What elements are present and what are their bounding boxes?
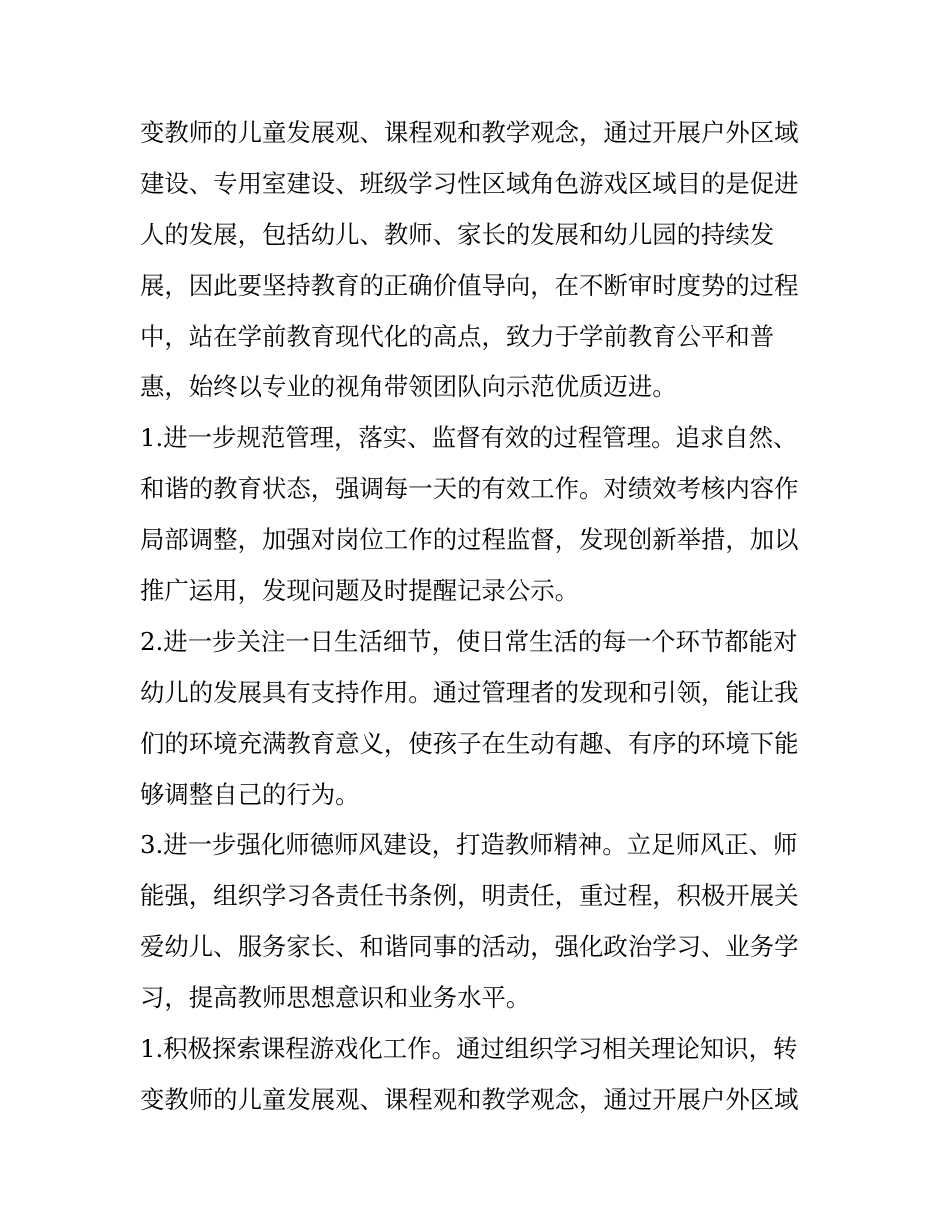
document-body <box>140 108 816 1126</box>
text-line: 够调整自己的行为。 <box>140 779 360 809</box>
text-line: 1.进一步规范管理，落实、监督有效的过程管理。追求自然、 <box>140 423 798 453</box>
text-line: 展，因此要坚持教育的正确价值导向，在不断审时度势的过程 <box>140 270 799 300</box>
text-line: 中，站在学前教育现代化的高点，致力于学前教育公平和普 <box>140 321 775 351</box>
text-line: 习，提高教师思想意识和业务水平。 <box>140 983 531 1013</box>
text-line: 局部调整，加强对岗位工作的过程监督，发现创新举措，加以 <box>140 525 799 555</box>
text-line: 变教师的儿童发展观、课程观和教学观念，通过开展户外区域 <box>140 1084 799 1114</box>
text-line: 1.积极探索课程游戏化工作。通过组织学习相关理论知识，转 <box>140 1034 798 1064</box>
text-line: 幼儿的发展具有支持作用。通过管理者的发现和引领，能让我 <box>140 677 799 707</box>
text-line: 2.进一步关注一日生活细节，使日常生活的每一个环节都能对 <box>140 626 798 656</box>
text-line: 爱幼儿、服务家长、和谐同事的活动，强化政治学习、业务学 <box>140 932 799 962</box>
text-line: 建设、专用室建设、班级学习性区域角色游戏区域目的是促进 <box>140 168 799 198</box>
text-line: 变教师的儿童发展观、课程观和教学观念，通过开展户外区域 <box>140 118 799 147</box>
text-line: 们的环境充满教育意义，使孩子在生动有趣、有序的环境下能 <box>140 728 799 758</box>
text-line: 和谐的教育状态，强调每一天的有效工作。对绩效考核内容作 <box>140 474 799 504</box>
text-line: 3.进一步强化师德师风建设，打造教师精神。立足师风正、师 <box>140 830 798 860</box>
text-line: 惠，始终以专业的视角带领团队向示范优质迈进。 <box>140 372 677 402</box>
text-line: 推广运用，发现问题及时提醒记录公示。 <box>140 576 580 606</box>
text-line: 能强，组织学习各责任书条例，明责任，重过程，积极开展关 <box>140 881 799 911</box>
text-line: 人的发展，包括幼儿、教师、家长的发展和幼儿园的持续发 <box>140 219 775 249</box>
